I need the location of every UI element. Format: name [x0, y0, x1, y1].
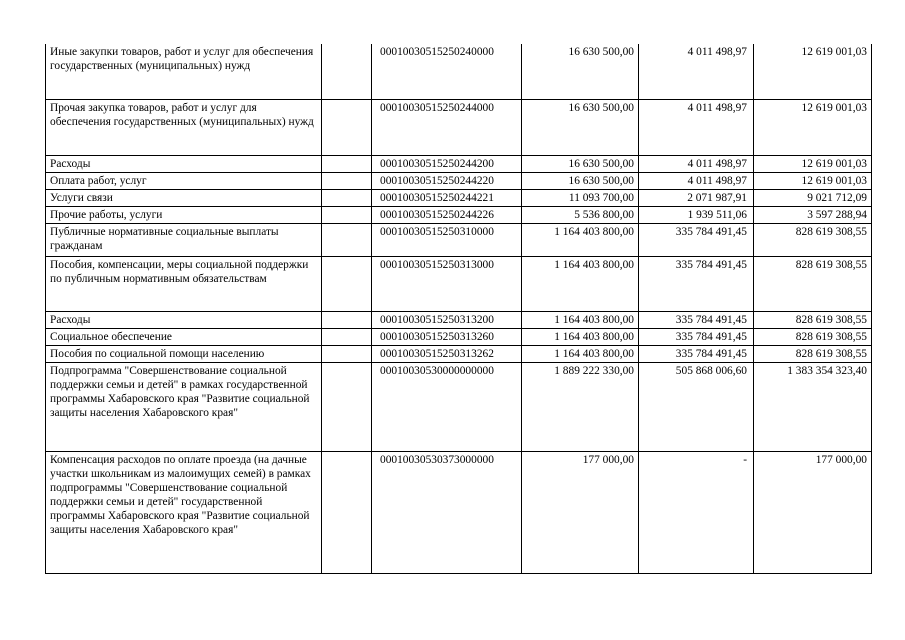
row-remaining: 12 619 001,03 [754, 172, 872, 189]
row-executed: 4 011 498,97 [639, 99, 754, 155]
row-code: 00010030530373000000 [372, 451, 522, 573]
row-name: Расходы [46, 155, 322, 172]
row-remaining: 12 619 001,03 [754, 99, 872, 155]
table-row [46, 44, 872, 99]
table-row [46, 99, 872, 155]
table-row [46, 206, 872, 223]
row-remaining: 1 383 354 323,40 [754, 362, 872, 451]
row-blank [322, 451, 372, 573]
row-executed: 4 011 498,97 [639, 155, 754, 172]
row-code: 00010030515250313262 [372, 345, 522, 362]
row-name: Пособия, компенсации, меры социальной поддержки по публичным нормативным обязательствам [46, 256, 322, 311]
row-executed: 2 071 987,91 [639, 189, 754, 206]
row-code: 00010030515250313000 [372, 256, 522, 311]
row-executed: 335 784 491,45 [639, 328, 754, 345]
row-code: 00010030515250313200 [372, 311, 522, 328]
row-executed: 335 784 491,45 [639, 223, 754, 256]
row-plan: 5 536 800,00 [522, 206, 639, 223]
row-blank [322, 155, 372, 172]
table-row [46, 155, 872, 172]
row-name: Подпрограмма "Совершенствование социальной поддержки семьи и детей" в рамках государственной программы Хабаровского края "Развитие социальной защиты населения Хабаровского края" [46, 362, 322, 451]
table-row [46, 311, 872, 328]
row-plan: 1 164 403 800,00 [522, 311, 639, 328]
row-blank [322, 172, 372, 189]
row-plan: 1 164 403 800,00 [522, 223, 639, 256]
row-remaining: 828 619 308,55 [754, 256, 872, 311]
row-remaining: 3 597 288,94 [754, 206, 872, 223]
row-code: 00010030515250244220 [372, 172, 522, 189]
row-code: 00010030515250240000 [372, 44, 522, 99]
row-plan: 1 164 403 800,00 [522, 345, 639, 362]
row-blank [322, 328, 372, 345]
row-remaining: 12 619 001,03 [754, 155, 872, 172]
row-remaining: 828 619 308,55 [754, 223, 872, 256]
row-executed: 4 011 498,97 [639, 44, 754, 99]
row-blank [322, 362, 372, 451]
row-name: Компенсация расходов по оплате проезда (на дачные участки школьникам из малоимущих семей) в рамках подпрограммы "Совершенствование социальной поддержки семьи и детей" государственной программы Хабаровского края "Развитие социальной защиты населения Хабаровского края" [46, 451, 322, 573]
row-executed: 505 868 006,60 [639, 362, 754, 451]
row-name: Услуги связи [46, 189, 322, 206]
budget-execution-table [45, 44, 872, 574]
row-remaining: 828 619 308,55 [754, 328, 872, 345]
row-remaining: 9 021 712,09 [754, 189, 872, 206]
row-code: 00010030515250244226 [372, 206, 522, 223]
row-code: 00010030515250244221 [372, 189, 522, 206]
row-code: 00010030515250310000 [372, 223, 522, 256]
row-executed: 1 939 511,06 [639, 206, 754, 223]
row-plan: 16 630 500,00 [522, 172, 639, 189]
table-row [46, 345, 872, 362]
row-plan: 177 000,00 [522, 451, 639, 573]
row-code: 00010030530000000000 [372, 362, 522, 451]
row-plan: 1 164 403 800,00 [522, 256, 639, 311]
row-plan: 11 093 700,00 [522, 189, 639, 206]
row-blank [322, 345, 372, 362]
row-name: Пособия по социальной помощи населению [46, 345, 322, 362]
row-executed: 335 784 491,45 [639, 256, 754, 311]
row-code: 00010030515250244000 [372, 99, 522, 155]
row-remaining: 12 619 001,03 [754, 44, 872, 99]
row-plan: 1 164 403 800,00 [522, 328, 639, 345]
row-plan: 16 630 500,00 [522, 155, 639, 172]
row-name: Прочие работы, услуги [46, 206, 322, 223]
row-blank [322, 99, 372, 155]
table-row [46, 172, 872, 189]
row-blank [322, 206, 372, 223]
row-name: Расходы [46, 311, 322, 328]
row-plan: 16 630 500,00 [522, 44, 639, 99]
row-name: Социальное обеспечение [46, 328, 322, 345]
row-name: Прочая закупка товаров, работ и услуг для обеспечения государственных (муниципальных) нужд [46, 99, 322, 155]
row-executed: 335 784 491,45 [639, 311, 754, 328]
row-name: Оплата работ, услуг [46, 172, 322, 189]
table-row [46, 223, 872, 256]
row-remaining: 828 619 308,55 [754, 311, 872, 328]
row-blank [322, 223, 372, 256]
row-blank [322, 256, 372, 311]
row-executed: 335 784 491,45 [639, 345, 754, 362]
row-name: Публичные нормативные социальные выплаты гражданам [46, 223, 322, 256]
row-plan: 16 630 500,00 [522, 99, 639, 155]
row-plan: 1 889 222 330,00 [522, 362, 639, 451]
row-code: 00010030515250313260 [372, 328, 522, 345]
row-remaining: 177 000,00 [754, 451, 872, 573]
table-row [46, 451, 872, 573]
table-row [46, 189, 872, 206]
row-code: 00010030515250244200 [372, 155, 522, 172]
row-executed: - [639, 451, 754, 573]
row-name: Иные закупки товаров, работ и услуг для обеспечения государственных (муниципальных) нужд [46, 44, 322, 99]
row-remaining: 828 619 308,55 [754, 345, 872, 362]
row-blank [322, 311, 372, 328]
row-blank [322, 189, 372, 206]
table-row [46, 256, 872, 311]
table-row [46, 362, 872, 451]
table-row [46, 328, 872, 345]
row-blank [322, 44, 372, 99]
row-executed: 4 011 498,97 [639, 172, 754, 189]
